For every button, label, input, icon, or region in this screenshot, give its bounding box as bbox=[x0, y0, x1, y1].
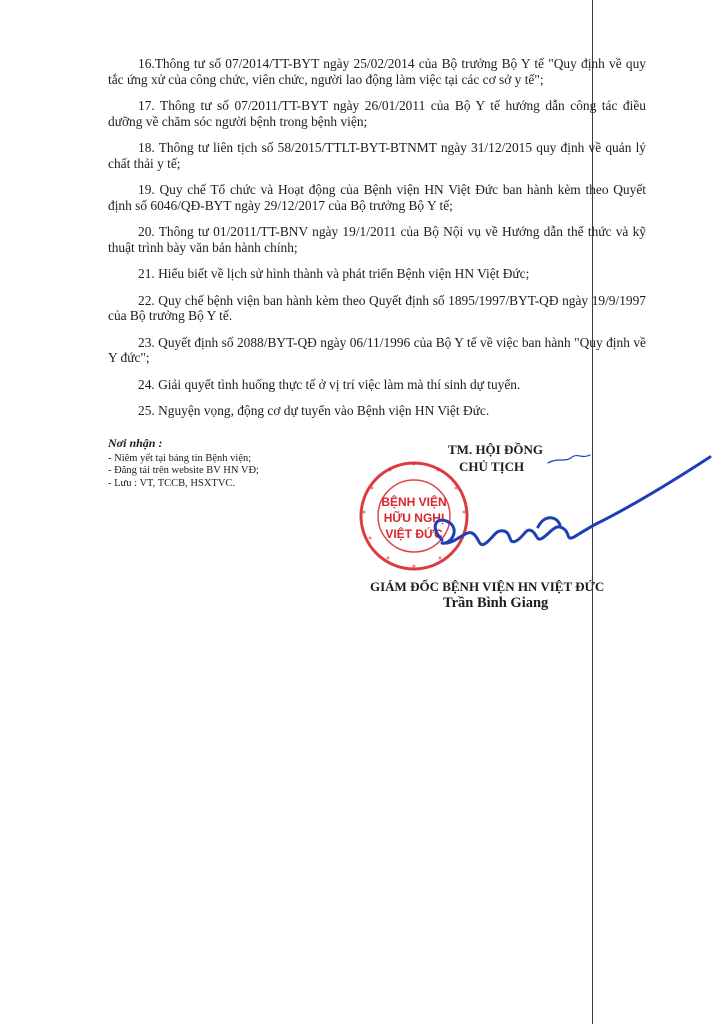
recipients-block bbox=[108, 437, 368, 490]
list-item: 22. Quy chế bệnh viện ban hành kèm theo Quyết định số 1895/1997/BYT-QĐ ngày 19/9/1997 của Bộ trưởng Bộ Y tế. bbox=[108, 292, 646, 323]
recipient-line: - Đăng tải trên website BV HN VĐ; bbox=[108, 465, 259, 476]
list-item: 20. Thông tư 01/2011/TT-BNV ngày 19/1/2011 của Bộ Nội vụ về Hướng dẫn thể thức và kỹ thuật trình bày văn bản hành chính; bbox=[108, 224, 646, 255]
chair-title: CHỦ TỊCH bbox=[459, 459, 525, 474]
list-item: 24. Giải quyết tình huống thực tế ở vị trí việc làm mà thí sinh dự tuyển. bbox=[138, 376, 521, 392]
list-item: 16.Thông tư số 07/2014/TT-BYT ngày 25/02/2014 của Bộ trưởng Bộ Y tế "Quy định về quy tắc ứng xử của công chức, viên chức, người lao động làm việc tại các cơ sở y tế"; bbox=[108, 56, 646, 87]
seal-text-line2: HỮU NGHỊ bbox=[383, 511, 445, 525]
council-title: TM. HỘI ĐỒNG bbox=[448, 442, 543, 457]
signer-name: Trần Bình Giang bbox=[443, 595, 549, 611]
list-item: 23. Quyết định số 2088/BYT-QĐ ngày 06/11/1996 của Bộ Y tế về việc ban hành "Quy định về Y đức"; bbox=[108, 334, 646, 365]
recipients-title: Nơi nhận : bbox=[108, 436, 163, 450]
list-item: 17. Thông tư số 07/2011/TT-BYT ngày 26/01/2011 của Bộ Y tế hướng dẫn công tác điều dưỡng về chăm sóc người bệnh trong bệnh viện; bbox=[108, 98, 646, 129]
list-item: 19. Quy chế Tổ chức và Hoạt động của Bệnh viện HN Việt Đức ban hành kèm theo Quyết định số 6046/QĐ-BYT ngày 29/12/2017 của Bộ trưởng Bộ Y tế; bbox=[108, 182, 646, 213]
seal-text-line3: VIỆT ĐỨC bbox=[385, 527, 443, 541]
list-item: 21. Hiểu biết về lịch sử hình thành và phát triển Bệnh viện HN Việt Đức; bbox=[138, 266, 530, 281]
list-item: 25. Nguyện vọng, động cơ dự tuyển vào Bệnh viện HN Việt Đức. bbox=[138, 403, 490, 418]
regulation-list bbox=[108, 56, 646, 430]
list-item: 18. Thông tư liên tịch số 58/2015/TTLT-BYT-BTNMT ngày 31/12/2015 quy định về quản lý chất thải y tế; bbox=[108, 140, 646, 171]
handwritten-signature bbox=[420, 445, 720, 575]
seal-text-line1: BỆNH VIỆN bbox=[381, 495, 447, 509]
recipient-line: - Lưu : VT, TCCB, HSXTVC. bbox=[108, 477, 236, 489]
director-title: GIÁM ĐỐC BỆNH VIỆN HN VIỆT ĐỨC bbox=[370, 579, 605, 594]
recipient-line: - Niêm yết tại bảng tin Bệnh viện; bbox=[108, 452, 252, 464]
